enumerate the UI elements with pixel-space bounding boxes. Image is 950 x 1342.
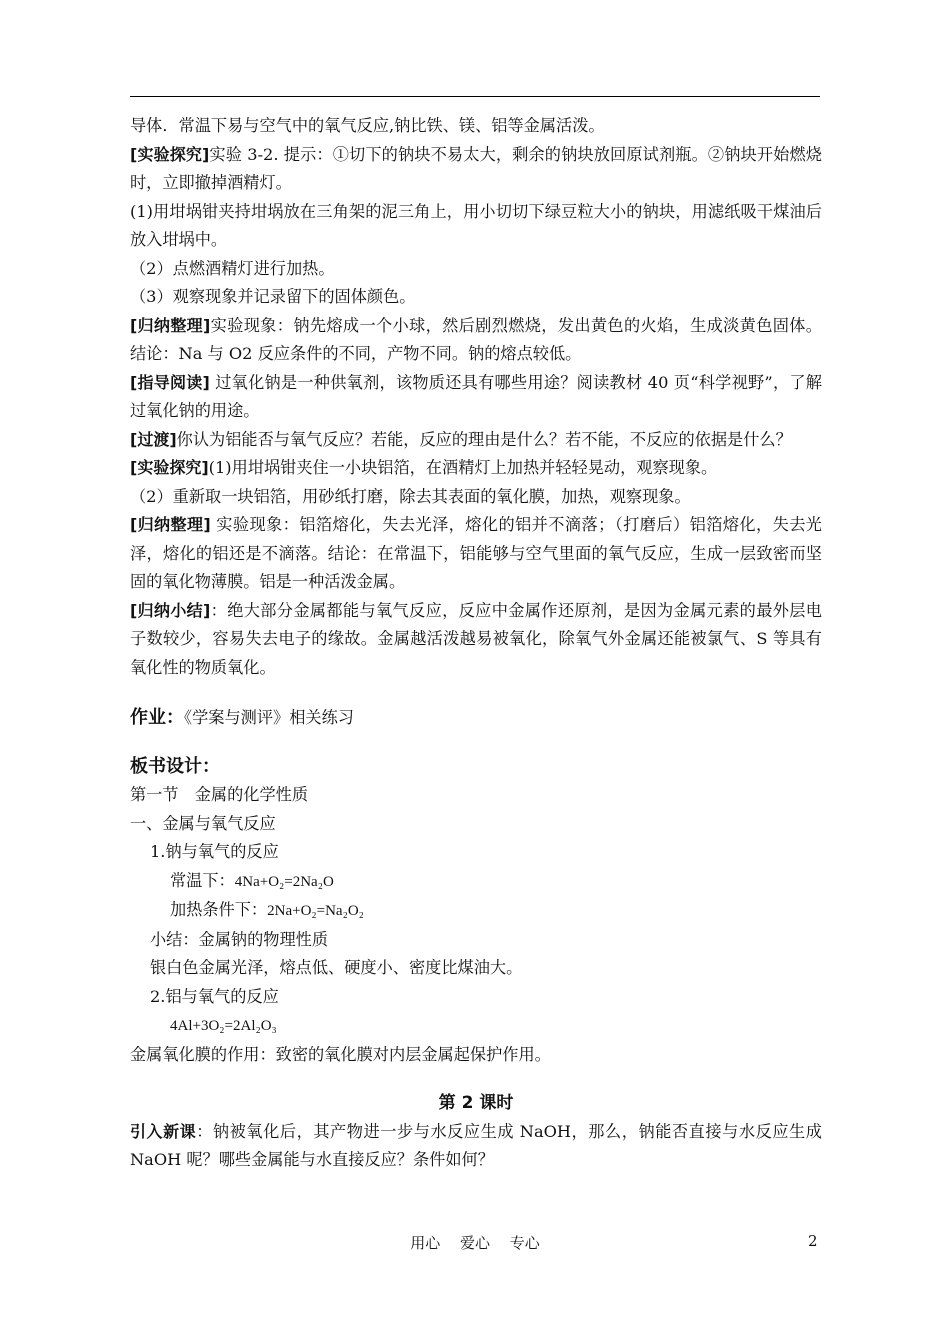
paragraph: (1)用坩埚钳夹持坩埚放在三角架的泥三角上，用小切切下绿豆粒大小的钠块，用滤纸吸干煤油后放入坩埚中。: [130, 201, 822, 249]
section-tag: 引入新课: [130, 1121, 197, 1141]
document-body: [130, 112, 822, 1175]
paragraph: （3）观察现象并记录留下的固体颜色。: [130, 287, 416, 306]
board-line: 第一节 金属的化学性质: [130, 785, 309, 804]
paragraph: [130, 597, 822, 683]
board-heading: 板书设计：: [130, 755, 220, 777]
board-line: 小结：金属钠的物理性质: [150, 929, 329, 949]
paragraph: [130, 369, 822, 426]
board-line: 金属氧化膜的作用：致密的氧化膜对内层金属起保护作用。: [130, 1044, 551, 1064]
board-line: [130, 896, 822, 926]
paragraph-text: 过氧化钠是一种供氧剂，该物质还具有哪些用途？阅读教材 40 页“科学视野”，了解过氧化钠的用途。: [130, 372, 822, 420]
board-line: [130, 1011, 822, 1041]
board-line: 银白色金属光泽，熔点低、硬度小、密度比煤油大。: [150, 958, 523, 977]
board-label: 常温下：: [170, 870, 235, 890]
homework-line: [130, 704, 822, 733]
paragraph-text: 实验 3-2. 提示：①切下的钠块不易太大，剩余的钠块放回原试剂瓶。②钠块开始燃烧时，立即撤掉酒精灯。: [130, 144, 822, 192]
board-label: 加热条件下：: [170, 900, 268, 919]
chemical-formula: 4Al+3O₂=2Al₂O₃: [170, 1018, 277, 1034]
paragraph: [130, 426, 822, 455]
homework-text: 《学案与测评》相关练习: [184, 708, 354, 727]
section-tag: [过渡]: [130, 429, 177, 449]
paragraph: 导体．常温下易与空气中的氧气反应,钠比铁、镁、铝等金属活泼。: [130, 116, 605, 135]
page-number: 2: [808, 1232, 818, 1250]
section-tag: [实验探究]: [130, 458, 209, 477]
section-tag: [归纳整理]: [130, 515, 211, 534]
paragraph-text: ：绝大部分金属都能与氧气反应，反应中金属作还原剂，是因为金属元素的最外层电子数较少，容易失去电子的缘故。金属越活泼越易被氧化，除氧气外金属还能被氯气、S 等具有氧化性的物质氧化。: [130, 600, 822, 677]
paragraph-text: 实验现象：钠先熔成一个小球，然后剧烈燃烧，发出黄色的火焰，生成淡黄色固体。结论：Na 与 O2 反应条件的不同，产物不同。钠的熔点较低。: [130, 315, 822, 363]
board-line: 2.铝与氧气的反应: [150, 986, 279, 1006]
footer-motto: 用心 爱心 专心: [410, 1234, 540, 1252]
lesson-title: 第 2 课时: [438, 1093, 514, 1113]
paragraph: [130, 454, 822, 483]
paragraph: [130, 141, 822, 198]
paragraph-text: 你认为铝能否与氧气反应？若能，反应的理由是什么？若不能，不反应的依据是什么？: [176, 429, 792, 449]
paragraph: [130, 511, 822, 597]
paragraph: （2）点燃酒精灯进行加热。: [130, 258, 335, 278]
board-line: [130, 867, 822, 897]
paragraph: [130, 1118, 822, 1175]
paragraph-text: 实验现象：铝箔熔化，失去光泽，熔化的铝并不滴落；（打磨后）铝箔熔化，失去光泽，熔化的铝还是不滴落。结论：在常温下，铝能够与空气里面的氧气反应，生成一层致密而坚固的氧化物薄膜。铝是一种活泼金属。: [130, 515, 822, 591]
paragraph-text: ：钠被氧化后，其产物进一步与水反应生成 NaOH，那么，钠能否直接与水反应生成 NaOH 呢？哪些金属能与水直接反应？条件如何？: [130, 1121, 822, 1169]
paragraph: [130, 312, 822, 369]
section-tag: [归纳小结]: [130, 600, 211, 620]
homework-label: 作业：: [130, 707, 184, 728]
section-tag: [归纳整理]: [130, 315, 211, 335]
section-tag: [实验探究]: [130, 144, 210, 164]
paragraph: （2）重新取一块铝箔，用砂纸打磨，除去其表面的氧化膜，加热，观察现象。: [130, 486, 691, 506]
header-rule: [130, 96, 820, 97]
board-line: 一、金属与氧气反应: [130, 813, 276, 833]
paragraph-text: (1)用坩埚钳夹住一小块铝箔，在酒精灯上加热并轻轻晃动，观察现象。: [208, 458, 718, 477]
board-line: 1.钠与氧气的反应: [150, 842, 279, 861]
chemical-formula: 2Na+O₂=Na₂O₂: [267, 903, 364, 919]
section-tag: [指导阅读]: [130, 372, 210, 392]
chemical-formula: 4Na+O₂=2Na₂O: [234, 873, 334, 890]
